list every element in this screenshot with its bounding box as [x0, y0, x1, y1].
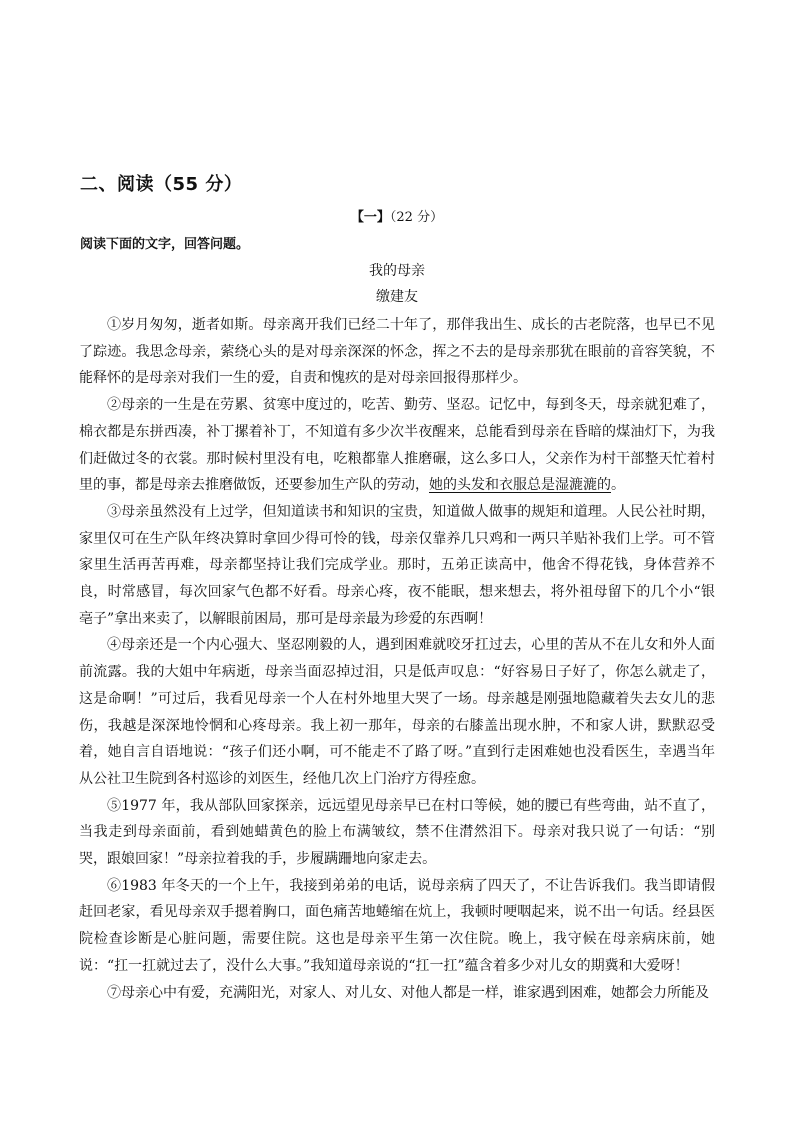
paragraph-2-text: ②母亲的一生是在劳累、贫寒中度过的，吃苦、勤劳、坚忍。记忆中，每到冬天，母亲就犯难了，棉衣都是东拼西凑，补丁摞着补丁，不知道有多少次半夜醒来，总能看到母亲在昏暗的煤油灯下，为我们赶做过冬的衣裳。那时候村里没有电，吃粮都靠人推磨碾，这么多口人，父亲作为村干部整天忙着村里的事，都是母亲去推磨做饭，还要参加生产队的劳动， [79, 397, 715, 494]
paragraph-5: ⑤1977 年，我从部队回家探亲，远远望见母亲早已在村口等候，她的腰已有些弯曲，站不直了，当我走到母亲面前，看到她蜡黄色的脸上布满皱纹，禁不住潸然泪下。母亲对我只说了一句话：“别哭，跟娘回家！”母亲拉着我的手，步履蹒跚地向家走去。 [79, 797, 715, 868]
essay-author: 缴建友 [376, 289, 418, 305]
paragraph-2-end: 。 [611, 477, 625, 494]
paragraph-2 [79, 392, 715, 499]
part-score: （22 分） [389, 210, 444, 225]
paragraph-7: ⑦母亲心中有爱，充满阳光，对家人、对儿女、对他人都是一样，谁家遇到困难，她都会力所能及 [107, 984, 709, 1001]
paragraph-3: ③母亲虽然没有上过学，但知道读书和知识的宝贵，知道做人做事的规矩和道理。人民公社时期，家里仅可在生产队年终决算时拿回少得可怜的钱，母亲仅靠养几只鸡和一两只羊贴补我们上学。可不管家里生活再苦再难，母亲都坚持让我们完成学业。那时，五弟正读高中，他舍不得花钱，身体营养不良，时常感冒，每次回家气色都不好看。母亲心疼，夜不能眠，想来想去，将外祖母留下的几个小“银亳子”拿出来卖了，以解眼前困局，那可是母亲最为珍爱的东西啊！ [79, 503, 715, 627]
paragraph-6: ⑥1983 年冬天的一个上午，我接到弟弟的电话，说母亲病了四天了，不让告诉我们。我当即请假赶回老家，看见母亲双手摁着胸口，面色痛苦地蜷缩在炕上，我顿时哽咽起来，说不出一句话。经县医院检查诊断是心脏问题，需要住院。这也是母亲平生第一次住院。晚上，我守候在母亲病床前，她说：“扛一扛就过去了，没什么大事。”我知道母亲说的“扛一扛”蕴含着多少对儿女的期冀和大爱呀！ [79, 877, 715, 974]
underlined-sentence: 她的头发和衣服总是湿漉漉的 [429, 477, 611, 494]
paragraph-4: ④母亲还是一个内心强大、坚忍刚毅的人，遇到困难就咬牙扛过去，心里的苦从不在儿女和外人面前流露。我的大姐中年病逝，母亲当面忍掉过泪，只是低声叹息：“好容易日子好了，你怎么就走了，这是命啊！”可过后，我看见母亲一个人在村外地里大哭了一场。母亲越是刚强地隐藏着失去女儿的悲伤，我越是深深地怜惘和心疼母亲。我上初一那年，母亲的右膝盖出现水肿，不和家人讲，默默忍受着，她自言自语地说：“孩子们还小啊，可不能走不了路了呀。”直到行走困难她也没看医生，幸遇当年从公社卫生院到各村巡诊的刘医生，经他几次上门治疗方得痊愈。 [79, 637, 715, 787]
essay-body [79, 312, 715, 1006]
section-title: 二、阅读（55 分） [80, 174, 243, 195]
reading-instruction: 阅读下面的文字，回答问题。 [80, 237, 250, 252]
part-label: 【一】 [350, 210, 390, 225]
essay-title: 我的母亲 [369, 263, 425, 279]
part-heading [0, 206, 794, 225]
paragraph-1: ①岁月匆匆，逝者如斯。母亲离开我们已经二十年了，那伴我出生、成长的古老院落，也早已不见了踪迹。我思念母亲，萦绕心头的是对母亲深深的怀念，挥之不去的是母亲那犹在眼前的音容笑貌，不能释怀的是母亲对我们一生的爱，自责和愧疚的是对母亲回报得那样少。 [79, 317, 715, 387]
